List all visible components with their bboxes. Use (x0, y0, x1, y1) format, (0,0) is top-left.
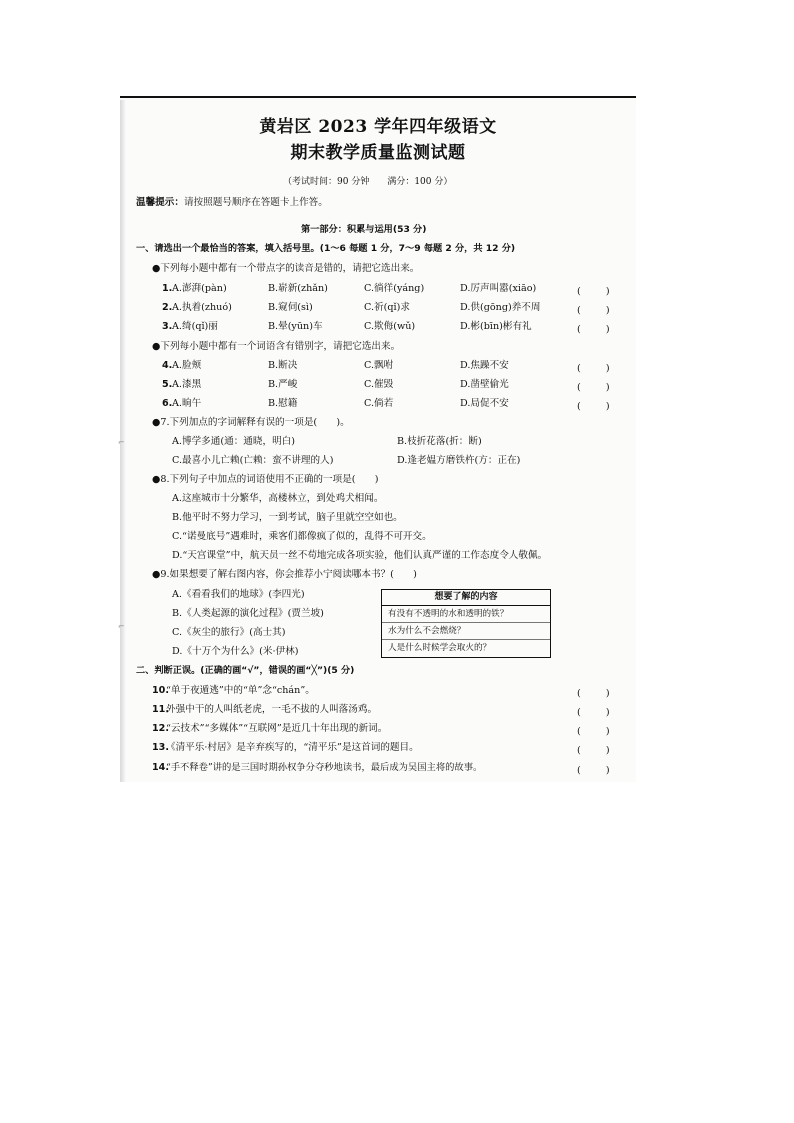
option-a: A.晌午 (172, 398, 202, 409)
question-7-stem: ●7.下列加点的字词解释有误的一项是( )。 (152, 417, 350, 428)
top-rule (120, 96, 636, 98)
question-9-option-c: C.《灰尘的旅行》(高士其) (172, 627, 286, 638)
answer-paren[interactable]: ( ) (577, 688, 612, 699)
option-b: B.崭新(zhǎn) (268, 283, 328, 294)
pinyin-intro: ●下列每小题中都有一个带点字的读音是错的，请把它选出来。 (152, 263, 420, 274)
content-box-title: 想要了解的内容 (382, 590, 550, 606)
option-d: D.彬(bīn)彬有礼 (460, 321, 532, 332)
option-c: C.催毁 (364, 379, 394, 390)
exam-info: （考试时间：90 分钟 满分：100 分） (283, 177, 453, 187)
exam-title-line2: 期末教学质量监测试题 (290, 143, 466, 163)
option-d: D.厉声叫嚣(xiāo) (460, 283, 537, 294)
binding-mark: ⌐ (118, 438, 125, 447)
binding-mark: ⌐ (118, 622, 125, 631)
option-c: C.倘若 (364, 398, 394, 409)
option-c: C.徜徉(yáng) (364, 283, 425, 294)
question-number: 10. (152, 685, 169, 696)
question-8-stem: ●8.下列句子中加点的词语使用不正确的一项是( ) (152, 474, 379, 485)
answer-paren[interactable]: ( ) (577, 765, 612, 776)
answer-paren[interactable]: ( ) (577, 707, 612, 718)
answer-paren[interactable]: ( ) (577, 745, 612, 756)
answer-paren[interactable]: ( ) (577, 305, 612, 316)
question-7-option-a: A.博学多通(通：通晓，明白) (172, 436, 295, 447)
content-box-line: 人是什么时候学会取火的？ (388, 643, 492, 653)
statement-text: “单于夜遁逃”中的“单”念“chán”。 (166, 685, 315, 696)
question-number: 14. (152, 762, 169, 773)
option-d: D.局促不安 (460, 398, 509, 409)
option-d: D.凿壁偷光 (460, 379, 509, 390)
question-9-stem: ●9.如果想要了解右图内容，你会推荐小宁阅读哪本书？( ) (152, 569, 417, 580)
answer-paren[interactable]: ( ) (577, 363, 612, 374)
tip-label: 温馨提示： (136, 197, 184, 208)
answer-paren[interactable]: ( ) (577, 286, 612, 297)
statement-text: “云技术”“多媒体”“互联网”是近几十年出现的新词。 (166, 723, 388, 734)
section2-heading: 二、判断正误。(正确的画“√”，错误的画“╳”)(5 分) (136, 665, 355, 676)
answer-paren[interactable]: ( ) (577, 324, 612, 335)
question-number: 12. (152, 723, 169, 734)
option-d: D.供(gōng)养不周 (460, 302, 541, 313)
content-box (381, 589, 551, 658)
question-number: 3. (162, 321, 173, 332)
option-b: B.晕(yūn)车 (268, 321, 323, 332)
answer-paren[interactable]: ( ) (577, 726, 612, 737)
question-8-option-d: D.“天宫课堂”中，航天员一丝不苟地完成各项实验，他们认真严谨的工作态度令人敬佩。 (172, 550, 548, 561)
question-7-option-d: D.逢老媪方磨铁杵(方：正在) (397, 455, 521, 466)
option-d: D.焦躁不安 (460, 360, 509, 371)
question-7-option-b: B.枝折花落(折：断) (397, 436, 482, 447)
question-number: 1. (162, 283, 173, 294)
option-a: A.绮(qǐ)丽 (172, 321, 218, 332)
question-8-option-b: B.他平时不努力学习，一到考试，脑子里就空空如也。 (172, 512, 403, 523)
exam-title-line1: 黄岩区 2023 学年四年级语文 (259, 117, 497, 137)
statement-text: 外强中干的人叫纸老虎，一毛不拔的人叫落汤鸡。 (166, 704, 378, 715)
option-b: B.慰籍 (268, 398, 298, 409)
question-number: 2. (162, 302, 173, 313)
question-number: 5. (162, 379, 173, 390)
option-a: A.澎湃(pàn) (172, 283, 227, 294)
option-b: B.窥伺(sì) (268, 302, 313, 313)
content-box-line: 有没有不透明的水和透明的铁？ (382, 606, 550, 623)
option-c: C.祈(qǐ)求 (364, 302, 410, 313)
option-b: B.断决 (268, 360, 298, 371)
statement-text: “手不释卷”讲的是三国时期孙权争分夺秒地读书，最后成为吴国主将的故事。 (166, 762, 483, 773)
answer-paren[interactable]: ( ) (577, 382, 612, 393)
section1-heading: 一、请选出一个最恰当的答案，填入括号里。(1～6 每题 1 分，7～9 每题 2 分，共 12 分) (136, 243, 516, 254)
part1-title: 第一部分：积累与运用(53 分) (301, 224, 427, 235)
tip-text: 请按照题号顺序在答题卡上作答。 (183, 197, 328, 208)
typo-intro: ●下列每小题中都有一个词语含有错别字，请把它选出来。 (152, 341, 401, 352)
option-a: A.漆黑 (172, 379, 202, 390)
question-9-option-a: A.《看看我们的地球》(李四光) (172, 589, 305, 600)
statement-text: 《清平乐·村居》是辛弃疾写的，“清平乐”是这首词的题目。 (166, 742, 419, 753)
option-b: B.严峻 (268, 379, 298, 390)
question-9-option-b: B.《人类起源的演化过程》(贾兰坡) (172, 608, 324, 619)
question-number: 13. (152, 742, 169, 753)
option-c: C.欺侮(wǔ) (364, 321, 416, 332)
question-number: 6. (162, 398, 173, 409)
content-box-line: 水为什么不会燃烧？ (382, 623, 550, 640)
question-number: 11. (152, 704, 169, 715)
question-9-option-d: D.《十万个为什么》(米·伊林) (172, 646, 299, 657)
option-a: A.脸颊 (172, 360, 202, 371)
question-8-option-a: A.这座城市十分繁华，高楼林立，到处鸡犬相闻。 (172, 493, 384, 504)
question-number: 4. (162, 360, 173, 371)
answer-paren[interactable]: ( ) (577, 401, 612, 412)
question-8-option-c: C.“诺曼底号”遇难时，乘客们都像疯了似的，乱得不可开交。 (172, 531, 432, 542)
question-7-option-c: C.最喜小儿亡赖(亡赖：蛮不讲理的人) (172, 455, 334, 466)
warm-tip (136, 197, 328, 209)
option-c: C.飘咐 (364, 360, 394, 371)
option-a: A.执着(zhuó) (172, 302, 232, 313)
